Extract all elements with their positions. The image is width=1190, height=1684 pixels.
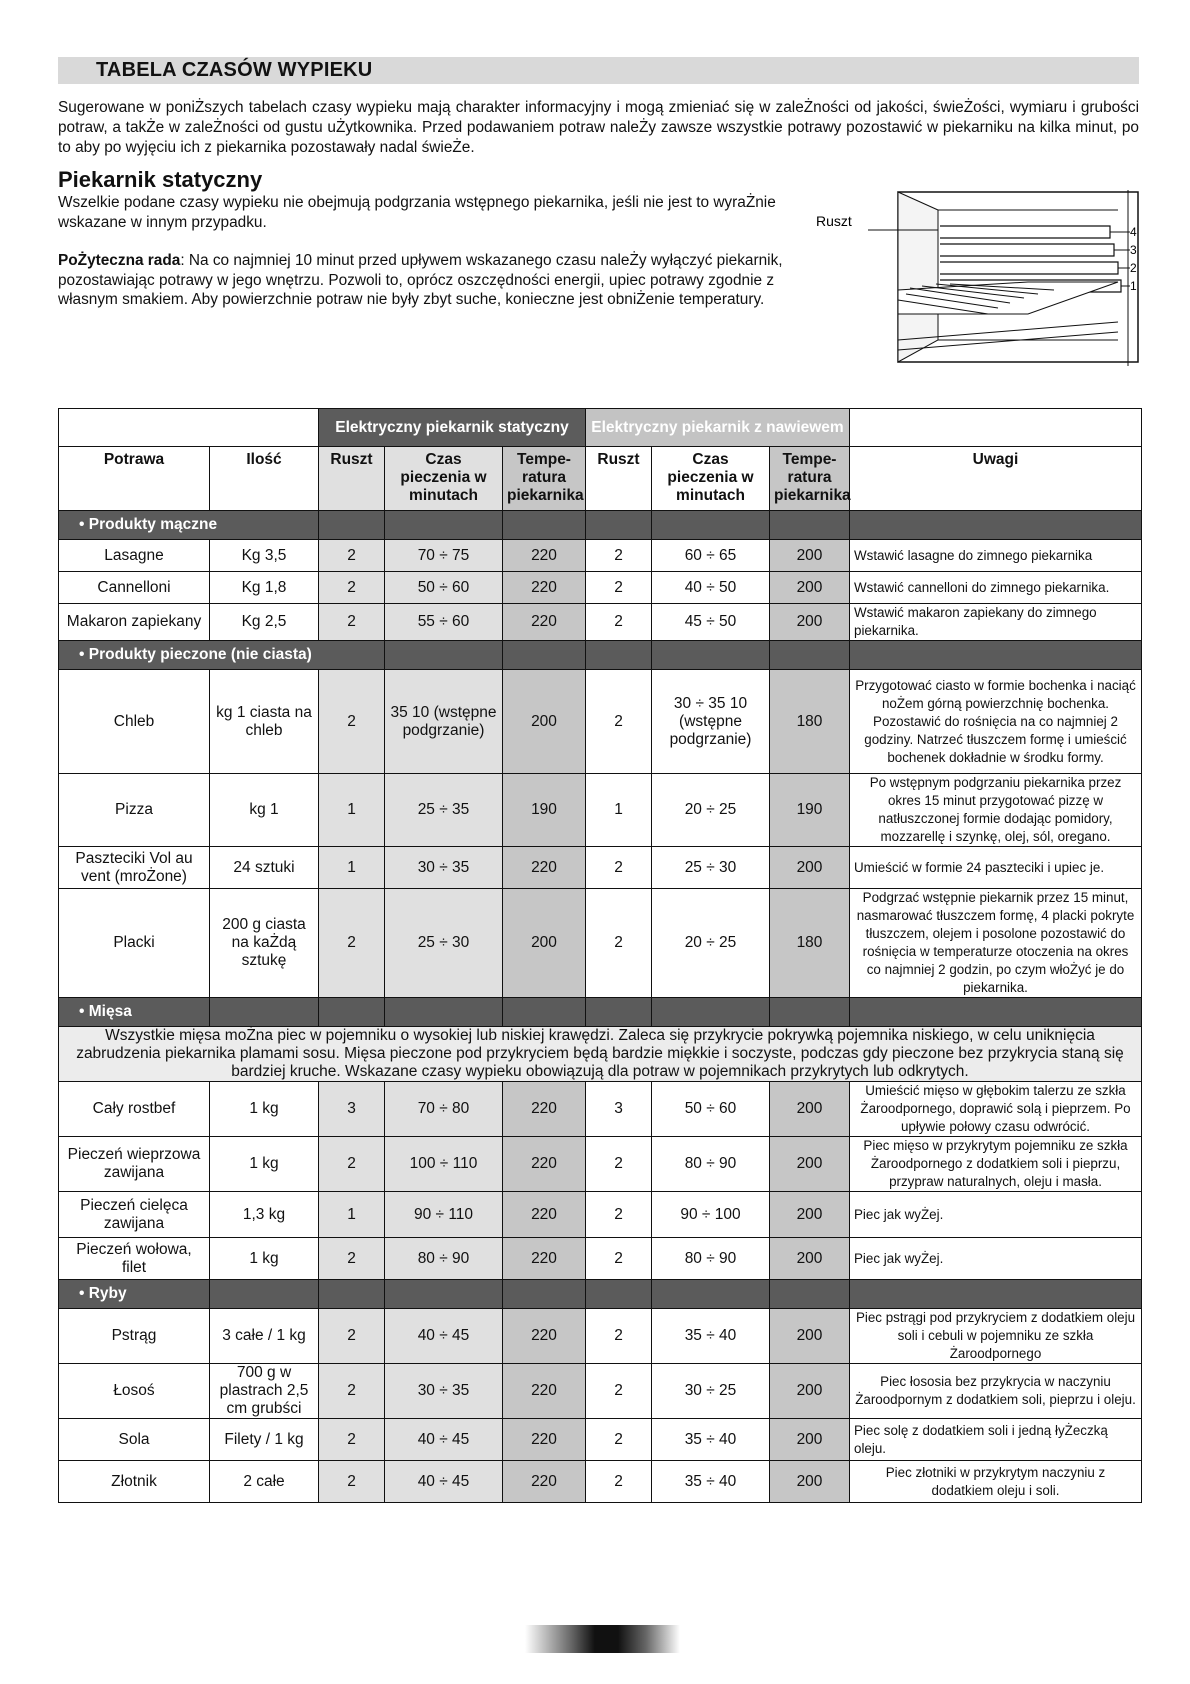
cell-time-f: 35 ÷ 40 (652, 1419, 770, 1461)
cell-temp-f: 180 (770, 889, 850, 998)
cell-temp-s: 220 (503, 1419, 586, 1461)
cell-dish: Łosoś (59, 1364, 210, 1419)
cell-note: Piec złotniki w przykrytym naczyniu z dodatkiem oleju i soli. (850, 1461, 1142, 1503)
cell-dish: Placki (59, 889, 210, 998)
cell-time-s: 40 ÷ 45 (385, 1309, 503, 1364)
cell-dish: Cannelloni (59, 572, 210, 604)
cell-qty: kg 1 ciasta na chleb (210, 670, 319, 774)
cell-note: Podgrzać wstępnie piekarnik przez 15 minut, nasmarować tłuszczem formę, 4 placki pokryte tłuszczem, olejem i posolone pozostawić do rośnięcia w temperaturze otoczenia na okres co najmniej 2 godzin, po czym włoŻyć je do piekarnika. (850, 889, 1142, 998)
cell-temp-s: 220 (503, 1238, 586, 1280)
cell-qty: Kg 1,8 (210, 572, 319, 604)
section-label: • Produkty mączne (59, 511, 319, 540)
cell-rack-s: 2 (319, 1137, 385, 1192)
cell-temp-s: 220 (503, 1137, 586, 1192)
cell-temp-s: 190 (503, 774, 586, 847)
cell-note: Wstawić lasagne do zimnego piekarnika (850, 540, 1142, 572)
cell-note: Piec jak wyŻej. (850, 1192, 1142, 1238)
cell-qty: 200 g ciasta na kaŻdą sztukę (210, 889, 319, 998)
cell-rack-f: 3 (586, 1082, 652, 1137)
cell-rack-f: 2 (586, 1461, 652, 1503)
group-header-row (59, 409, 1142, 447)
table-row (59, 774, 1142, 847)
cell-qty: 1 kg (210, 1137, 319, 1192)
cell-dish: Cały rostbef (59, 1082, 210, 1137)
table-row (59, 1192, 1142, 1238)
cell-dish: Sola (59, 1419, 210, 1461)
cell-time-s: 50 ÷ 60 (385, 572, 503, 604)
cell-qty: Filety / 1 kg (210, 1419, 319, 1461)
cell-time-s: 80 ÷ 90 (385, 1238, 503, 1280)
baking-times-table (58, 408, 1142, 1503)
cell-rack-s: 2 (319, 889, 385, 998)
cell-temp-f: 200 (770, 540, 850, 572)
col-time-static: Czas pieczenia w minutach (385, 447, 503, 511)
cell-rack-s: 3 (319, 1082, 385, 1137)
tip-text: : Na co najmniej 10 minut przed upływem wskazanego czasu naleŻy wyłączyć piekarnik, pozostawiając potrawy w jego wnętrzu. Pozwoli to, oprócz oszczędności energii, upiec potrawy zgodnie z własnym smakiem. Aby powierzchnie potraw nie były zbyt suche, konieczne jest obniŻenie temperatury. (58, 252, 783, 308)
cell-note: Piec łososia bez przykrycia w naczyniu Żaroodpornym z dodatkiem soli, pieprzu i oleju. (850, 1364, 1142, 1419)
cell-rack-f: 2 (586, 1238, 652, 1280)
cell-rack-f: 2 (586, 847, 652, 889)
cell-rack-f: 2 (586, 1364, 652, 1419)
cell-time-s: 90 ÷ 110 (385, 1192, 503, 1238)
cell-time-f: 80 ÷ 90 (652, 1137, 770, 1192)
cell-temp-s: 220 (503, 1082, 586, 1137)
cell-rack-f: 2 (586, 572, 652, 604)
intro-paragraph: Sugerowane w poniŻszych tabelach czasy wypieku mają charakter informacyjny i mogą zmieniać się w zaleŻności od jakości, świeŻości, wymiaru i grubości potraw, a takŻe w zaleŻności od gustu uŻytkownika. Przed podawaniem potraw naleŻy zawsze wszystkie potrawy pozostawić w piekarniku na kilka minut, po to aby po wyjęciu ich z piekarnika pozostawały nadal świeŻe. (58, 99, 1139, 156)
table-row (59, 889, 1142, 998)
cell-rack-s: 1 (319, 774, 385, 847)
meat-note: Wszystkie mięsa moŻna piec w pojemniku o wysokiej lub niskiej krawędzi. Zaleca się przykrycie pokrywką pojemnika niskiego, w celu uniknięcia zabrudzenia piekarnika plamami sosu. Mięsa pieczone pod przykryciem będą bardzie miękkie i soczyste, podczas gdy pieczone bez przykrycia staną się bardziej kruche. Wskazane czasy wypieku obowiązują dla potraw w pojemnikach przykrytych lub odkrytych. (59, 1027, 1142, 1082)
table-row (59, 540, 1142, 572)
cell-time-f: 35 ÷ 40 (652, 1461, 770, 1503)
cell-qty: 2 całe (210, 1461, 319, 1503)
cell-temp-s: 220 (503, 1309, 586, 1364)
cell-time-s: 40 ÷ 45 (385, 1419, 503, 1461)
static-oven-description (58, 193, 828, 310)
cell-time-f: 80 ÷ 90 (652, 1238, 770, 1280)
cell-rack-f: 2 (586, 540, 652, 572)
cell-rack-s: 2 (319, 1238, 385, 1280)
cell-temp-f: 200 (770, 1082, 850, 1137)
cell-rack-f: 2 (586, 1192, 652, 1238)
cell-rack-f: 2 (586, 604, 652, 641)
cell-dish: Pieczeń cielęca zawijana (59, 1192, 210, 1238)
cell-time-f: 20 ÷ 25 (652, 774, 770, 847)
cell-note: Piec pstrągi pod przykryciem z dodatkiem oleju soli i cebuli w pojemniku ze szkła Żaroodpornego (850, 1309, 1142, 1364)
column-header-row (59, 447, 1142, 511)
meat-note-row (59, 1027, 1142, 1082)
cell-temp-s: 220 (503, 1364, 586, 1419)
table-row (59, 572, 1142, 604)
level-3: 3 (1130, 243, 1137, 257)
cell-time-f: 30 ÷ 35 10 (wstępne podgrzanie) (652, 670, 770, 774)
cell-rack-s: 2 (319, 1419, 385, 1461)
cell-time-s: 70 ÷ 75 (385, 540, 503, 572)
cell-note: Wstawić makaron zapiekany do zimnego piekarnika. (850, 604, 1142, 641)
cell-time-f: 60 ÷ 65 (652, 540, 770, 572)
cell-note: Umieścić w formie 24 paszteciki i upiec je. (850, 847, 1142, 889)
page-title: TABELA CZASÓW WYPIEKU (96, 59, 373, 81)
section-label: • Mięsa (59, 998, 210, 1027)
cell-dish: Złotnik (59, 1461, 210, 1503)
cell-dish: Paszteciki Vol au vent (mroŻone) (59, 847, 210, 889)
section-label: • Produkty pieczone (nie ciasta) (59, 641, 385, 670)
cell-time-f: 30 ÷ 25 (652, 1364, 770, 1419)
cell-dish: Pizza (59, 774, 210, 847)
cell-qty: 1 kg (210, 1082, 319, 1137)
cell-qty: kg 1 (210, 774, 319, 847)
tip-label: PoŻyteczna rada (58, 252, 181, 269)
section-label: • Ryby (59, 1280, 210, 1309)
cell-temp-f: 200 (770, 1238, 850, 1280)
cell-rack-s: 2 (319, 540, 385, 572)
cell-note: Przygotować ciasto w formie bochenka i naciąć noŻem górną powierzchnię bochenka. Pozostawić do rośnięcia na co najmniej 2 godziny. Natrzeć tłuszczem formę i umieścić bochenek dokładnie w środku formy. (850, 670, 1142, 774)
cell-temp-f: 200 (770, 1461, 850, 1503)
cell-temp-f: 200 (770, 604, 850, 641)
cell-time-s: 40 ÷ 45 (385, 1461, 503, 1503)
cell-temp-s: 200 (503, 889, 586, 998)
col-dish: Potrawa (59, 447, 210, 511)
cell-time-f: 40 ÷ 50 (652, 572, 770, 604)
col-quantity: Ilość (210, 447, 319, 511)
cell-dish: Lasagne (59, 540, 210, 572)
cell-dish: Chleb (59, 670, 210, 774)
level-4: 4 (1130, 225, 1137, 239)
col-temp-fan: Tempe-ratura piekarnika (770, 447, 850, 511)
cell-temp-f: 200 (770, 1309, 850, 1364)
cell-temp-f: 200 (770, 1364, 850, 1419)
cell-dish: Pieczeń wieprzowa zawijana (59, 1137, 210, 1192)
cell-temp-s: 220 (503, 540, 586, 572)
cell-qty: 3 całe / 1 kg (210, 1309, 319, 1364)
cell-temp-s: 220 (503, 604, 586, 641)
cell-rack-s: 2 (319, 1461, 385, 1503)
group-fan-oven: Elektryczny piekarnik z nawiewem (586, 409, 850, 447)
cell-time-f: 25 ÷ 30 (652, 847, 770, 889)
table-row (59, 1082, 1142, 1137)
cell-rack-s: 2 (319, 1309, 385, 1364)
cell-time-s: 25 ÷ 30 (385, 889, 503, 998)
cell-temp-f: 180 (770, 670, 850, 774)
cell-qty: Kg 3,5 (210, 540, 319, 572)
cell-time-f: 90 ÷ 100 (652, 1192, 770, 1238)
col-rack-fan: Ruszt (586, 447, 652, 511)
cell-time-s: 100 ÷ 110 (385, 1137, 503, 1192)
cell-qty: 700 g w plastrach 2,5 cm grubści (210, 1364, 319, 1419)
cell-time-f: 50 ÷ 60 (652, 1082, 770, 1137)
cell-temp-s: 200 (503, 670, 586, 774)
cell-temp-s: 220 (503, 1192, 586, 1238)
col-notes: Uwagi (850, 447, 1142, 511)
title-banner (58, 57, 1139, 84)
section-paragraph: Wszelkie podane czasy wypieku nie obejmują podgrzania wstępnego piekarnika, jeśli nie jest to wyraŻnie wskazane w innym przypadku. (58, 194, 776, 231)
cell-rack-s: 1 (319, 1192, 385, 1238)
cell-qty: 1,3 kg (210, 1192, 319, 1238)
cell-time-f: 35 ÷ 40 (652, 1309, 770, 1364)
cell-temp-f: 200 (770, 1137, 850, 1192)
cell-time-s: 35 10 (wstępne podgrzanie) (385, 670, 503, 774)
cell-rack-f: 2 (586, 1309, 652, 1364)
cell-dish: Pieczeń wołowa, filet (59, 1238, 210, 1280)
cell-time-f: 45 ÷ 50 (652, 604, 770, 641)
oven-side-wall (898, 192, 938, 362)
cell-note: Piec mięso w przykrytym pojemniku ze szkła Żaroodpornego z dodatkiem soli i pieprzu, przypraw naturalnych, oleju i masła. (850, 1137, 1142, 1192)
cell-time-s: 25 ÷ 35 (385, 774, 503, 847)
rack-diagram (816, 190, 1140, 366)
cell-time-s: 70 ÷ 80 (385, 1082, 503, 1137)
section-row (59, 1280, 1142, 1309)
cell-rack-s: 1 (319, 847, 385, 889)
table-row (59, 1364, 1142, 1419)
cell-time-f: 20 ÷ 25 (652, 889, 770, 998)
level-1: 1 (1130, 279, 1137, 293)
cell-rack-s: 2 (319, 604, 385, 641)
table-row (59, 1419, 1142, 1461)
table-row (59, 847, 1142, 889)
table-row (59, 604, 1142, 641)
cell-rack-s: 2 (319, 670, 385, 774)
page-number-bar (525, 1625, 680, 1653)
cell-rack-f: 2 (586, 1137, 652, 1192)
col-time-fan: Czas pieczenia w minutach (652, 447, 770, 511)
cell-qty: 1 kg (210, 1238, 319, 1280)
section-title: Piekarnik statyczny (58, 167, 263, 192)
col-rack-static: Ruszt (319, 447, 385, 511)
cell-rack-f: 2 (586, 889, 652, 998)
cell-rack-f: 1 (586, 774, 652, 847)
cell-rack-f: 2 (586, 670, 652, 774)
cell-rack-s: 2 (319, 1364, 385, 1419)
table-body (59, 511, 1142, 1503)
cell-note: Po wstępnym podgrzaniu piekarnika przez okres 15 minut przygotować pizzę w natłuszczonej formie dodając pomidory, mozzarellę i szynkę, olej, sól, oregano. (850, 774, 1142, 847)
cell-temp-s: 220 (503, 572, 586, 604)
cell-temp-s: 220 (503, 1461, 586, 1503)
cell-qty: 24 sztuki (210, 847, 319, 889)
section-row (59, 511, 1142, 540)
table-row (59, 1137, 1142, 1192)
cell-note: Piec jak wyŻej. (850, 1238, 1142, 1280)
level-2: 2 (1130, 261, 1137, 275)
table-row (59, 670, 1142, 774)
cell-note: Piec solę z dodatkiem soli i jedną łyŻeczką oleju. (850, 1419, 1142, 1461)
table-row (59, 1461, 1142, 1503)
cell-temp-f: 200 (770, 1192, 850, 1238)
cell-note: Umieścić mięso w głębokim talerzu ze szkła Żaroodpornego, doprawić solą i pieprzem. Po upływie połowy czasu odwrócić. (850, 1082, 1142, 1137)
rack-label: Ruszt (816, 213, 852, 229)
cell-temp-f: 200 (770, 847, 850, 889)
cell-dish: Pstrąg (59, 1309, 210, 1364)
cell-time-s: 30 ÷ 35 (385, 1364, 503, 1419)
cell-dish: Makaron zapiekany (59, 604, 210, 641)
cell-rack-s: 2 (319, 572, 385, 604)
cell-temp-f: 200 (770, 1419, 850, 1461)
table-row (59, 1238, 1142, 1280)
intro-text (58, 98, 1139, 158)
cell-note: Wstawić cannelloni do zimnego piekarnika. (850, 572, 1142, 604)
tip-paragraph (58, 251, 828, 310)
section-row (59, 998, 1142, 1027)
cell-time-s: 55 ÷ 60 (385, 604, 503, 641)
section-row (59, 641, 1142, 670)
cell-qty: Kg 2,5 (210, 604, 319, 641)
group-static-oven: Elektryczny piekarnik statyczny (319, 409, 586, 447)
cell-rack-f: 2 (586, 1419, 652, 1461)
table-row (59, 1309, 1142, 1364)
col-temp-static: Tempe-ratura piekarnika (503, 447, 586, 511)
cell-time-s: 30 ÷ 35 (385, 847, 503, 889)
cell-temp-f: 190 (770, 774, 850, 847)
cell-temp-f: 200 (770, 572, 850, 604)
cell-temp-s: 220 (503, 847, 586, 889)
